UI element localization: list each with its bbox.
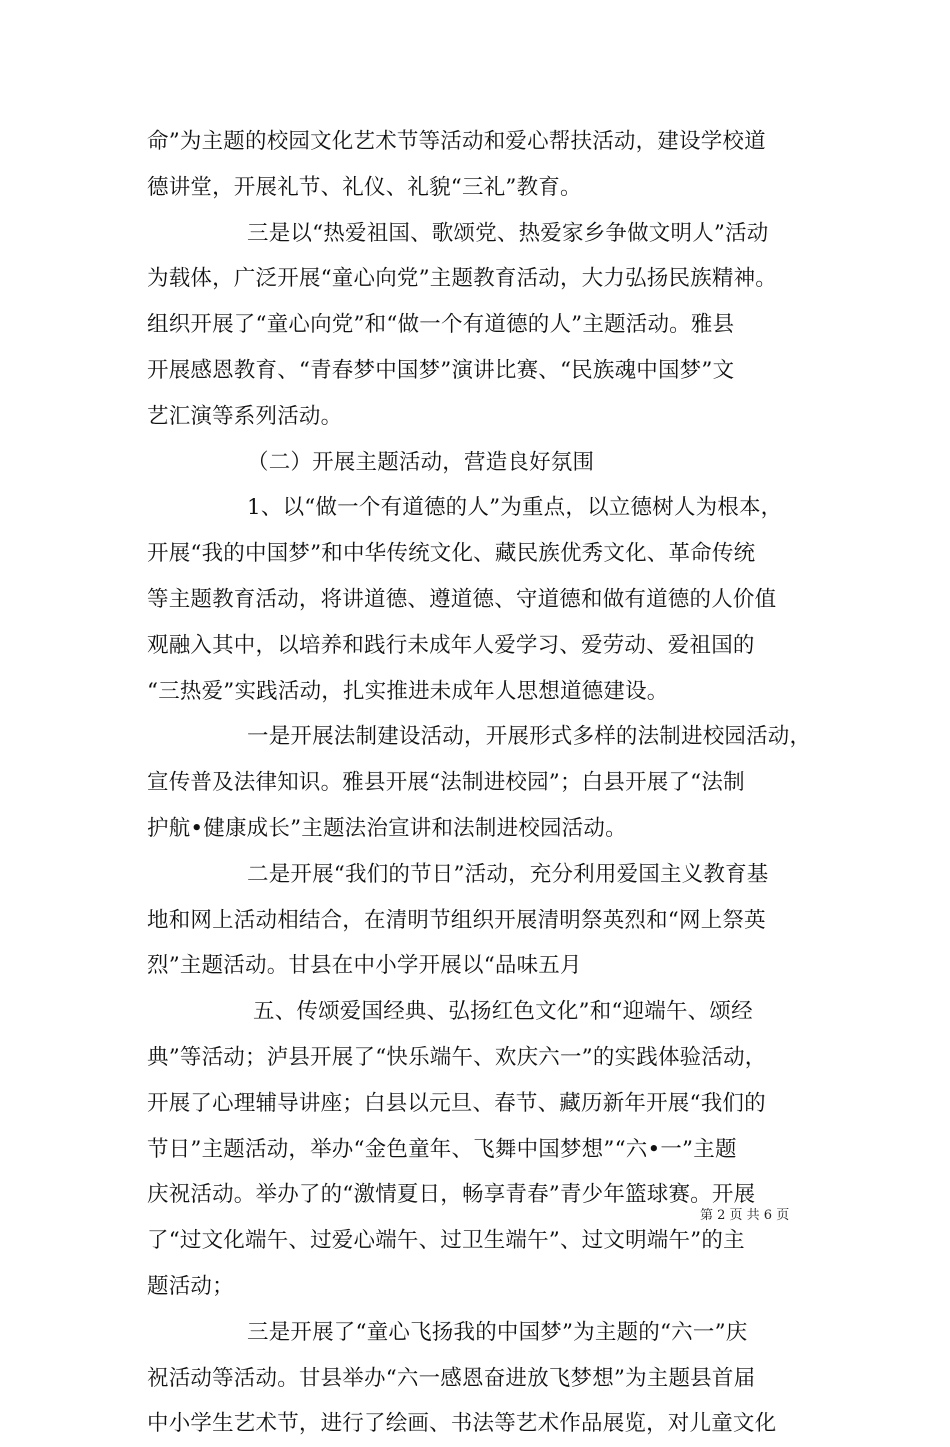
section-heading: （二）开展主题活动，营造良好氛围 (247, 449, 595, 475)
text-line: 开展感恩教育、“青春梦中国梦”演讲比赛、“民族魂中国梦”文 (147, 357, 735, 383)
text-line: 组织开展了“童心向党”和“做一个有道德的人”主题活动。雅县 (147, 312, 735, 338)
paragraph-start: 二是开展“我们的节日”活动，充分利用爱国主义教育基 (247, 861, 769, 887)
text-line: 了“过文化端午、过爱心端午、过卫生端午”、过文明端午”的主 (147, 1228, 745, 1254)
text-line: 护航•健康成长”主题法治宣讲和法制进校园活动。 (147, 815, 627, 841)
paragraph-start: 三是开展了“童心飞扬我的中国梦”为主题的“六一”庆 (247, 1319, 748, 1345)
text-line: 庆祝活动。举办了的“激情夏日，畅享青春”青少年篮球赛。开展 (147, 1182, 756, 1208)
text-line: 开展了心理辅导讲座；白县以元旦、春节、藏历新年开展“我们的 (147, 1090, 766, 1116)
text-line: 艺汇演等系列活动。 (147, 403, 343, 429)
text-line: “三热爱”实践活动，扎实推进未成年人思想道德建设。 (147, 678, 669, 704)
text-line: 为载体，广泛开展“童心向党”主题教育活动，大力弘扬民族精神。 (147, 266, 777, 292)
text-line: 中小学生艺术节，进行了绘画、书法等艺术作品展览，对儿童文化 (147, 1411, 777, 1437)
text-line: 命”为主题的校园文化艺术节等活动和爱心帮扶活动，建设学校道 (147, 129, 766, 154)
text-line: 题活动； (147, 1273, 234, 1299)
paragraph-start: 一是开展法制建设活动，开展形式多样的法制进校园活动， (247, 724, 812, 750)
text-line: 德讲堂，开展礼节、礼仪、礼貌“三礼”教育。 (147, 174, 582, 200)
text-line: 烈”主题活动。甘县在中小学开展以“品味五月 (147, 953, 582, 979)
paragraph-start: 三是以“热爱祖国、歌颂党、热爱家乡争做文明人”活动 (247, 220, 769, 246)
paragraph-start: 五、传颂爱国经典、弘扬红色文化”和“迎端午、颂经 (253, 999, 753, 1025)
text-line: 地和网上活动相结合，在清明节组织开展清明祭英烈和“网上祭英 (147, 907, 766, 933)
page-number: 第 2 页 共 6 页 (700, 1208, 790, 1223)
text-line: 祝活动等活动。甘县举办“六一感恩奋进放飞梦想”为主题县首届 (147, 1365, 756, 1391)
paragraph-start: 1、以“做一个有道德的人”为重点，以立德树人为根本， (247, 495, 783, 521)
text-line: 观融入其中，以培养和践行未成年人爱学习、爱劳动、爱祖国的 (147, 632, 755, 658)
text-line: 典”等活动；泸县开展了“快乐端午、欢庆六一”的实践体验活动， (147, 1044, 767, 1070)
text-line: 等主题教育活动，将讲道德、遵道德、守道德和做有道德的人价值 (147, 586, 777, 612)
text-line: 开展“我的中国梦”和中华传统文化、藏民族优秀文化、革命传统 (147, 541, 756, 567)
text-line: 宣传普及法律知识。雅县开展“法制进校园”；白县开展了“法制 (147, 770, 745, 796)
text-line: 节日”主题活动，举办“金色童年、飞舞中国梦想”“六•一”主题 (147, 1136, 737, 1162)
body-text (147, 119, 812, 1447)
